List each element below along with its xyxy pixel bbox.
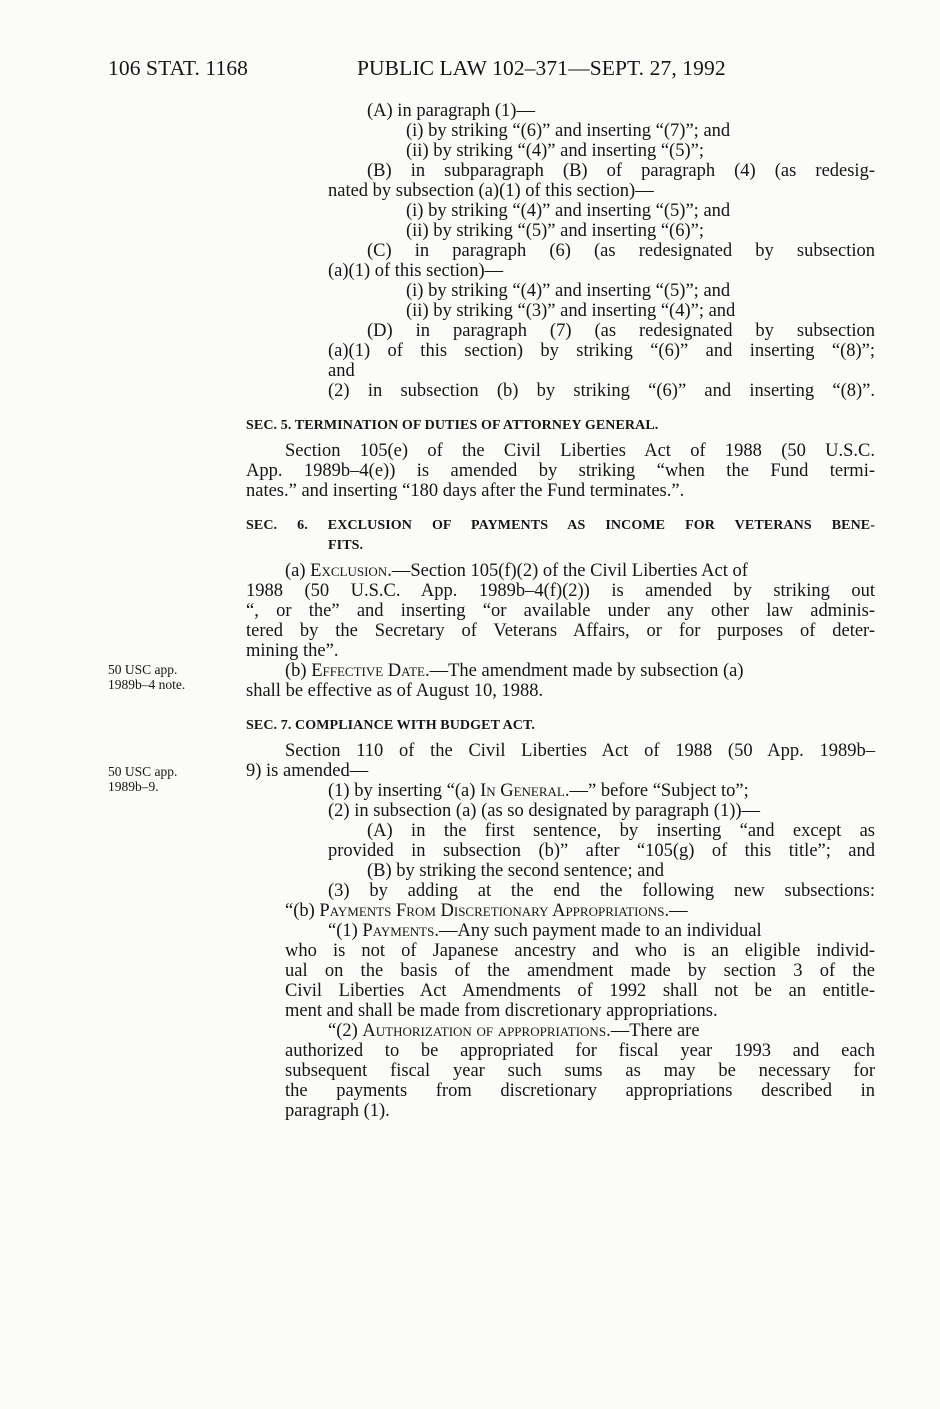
margin-note: 50 USC app. 1989b–4 note. — [108, 662, 186, 692]
margin-note: 50 USC app. 1989b–9. — [108, 764, 178, 794]
statute-page: 106 STAT. 1168 PUBLIC LAW 102–371—SEPT. 27, 1992 (A) in paragraph (1)— (i) by striking “(6)” and inserting “(7)”; and (ii) by striking “(4)” and inserting “(5)”; (B) in subparagraph (B) of paragraph (4) (as redesig- nated by subsection (a)(1) of this section)— (i) by striking “(4)” and inserting “(5)”; and (ii) by striking “(5)” and inserting “(6)”; (C) in paragraph (6) (as redesignated by subsection (a)(1) of this section)— (i) by striking “(4)” and inserting “(5)”; and (ii) by striking “(3)” and inserting “(4)”; and (D) in paragraph (7) (as redesignated by subsection (a)(1) of this section) by striking “(6)” and inserting “(8)”; and (2) in subsection (b) by striking “(6)” and inserting “(8)”. SEC. 5. TERMINATION OF DUTIES OF ATTORNEY GENERAL. Section 105(e) of the Civil Liberties Act of 1988 (50 U.S.C. App. 1989b–4(e)) is amended by striking “when the Fund termi- nates.” and inserting “180 days after the Fund terminates.”. SEC. 6. EXCLUSION OF PAYMENTS AS INCOME FOR VETERANS BENE- FITS. (a) Exclusion.—Section 105(f)(2) of the Civil Liberties Act of 1988 (50 U.S.C. App. 1989b–4(f)(2)) is amended by striking out “, or the” and inserting “or available under any other law adminis- tered by the Secretary of Veterans Affairs, or for purposes of deter- mining the”. 50 USC app. 1989b–4 note. (b) Effective Date.—The amendment made by subsection (a) shall be effective as of August 10, 1988. SEC. 7. COMPLIANCE WITH BUDGET ACT. Section 110 of the Civil Liberties Act of 1988 (50 App. 1989b– 50 USC app. 1989b–9. 9) is amended— (1) by inserting “(a) In General.—” before “Subject to”; (2) in subsection (a) (as so designated by paragraph (1))— (A) in the first sentence, by inserting “and except as provided in subsection (b)” after “105(g) of this title”; and (B) by striking the second sentence; and (3) by adding at the end the following new subsections: “(b) Payments From Discretionary Appropriations.— “(1) Payments.—Any such payment made to an individual who is not of Japanese ancestry and who is an eligible individ- ual on the basis of the amendment made by section 3 of the Civil Liberties Act Amendments of 1992 shall not be an entitle- ment and shall be made from discretionary appropriations. “(2) Authorization of appropriations.—There are authorized to be appropriated for fiscal year 1993 and each subsequent fiscal year such sums as may be necessary for the payments from discretionary appropriations described in paragraph (1). — [108, 56, 875, 1121]
stat-page-number: 106 STAT. 1168 — [108, 56, 249, 80]
running-head: PUBLIC LAW 102–371—SEPT. 27, 1992 — [357, 56, 726, 80]
